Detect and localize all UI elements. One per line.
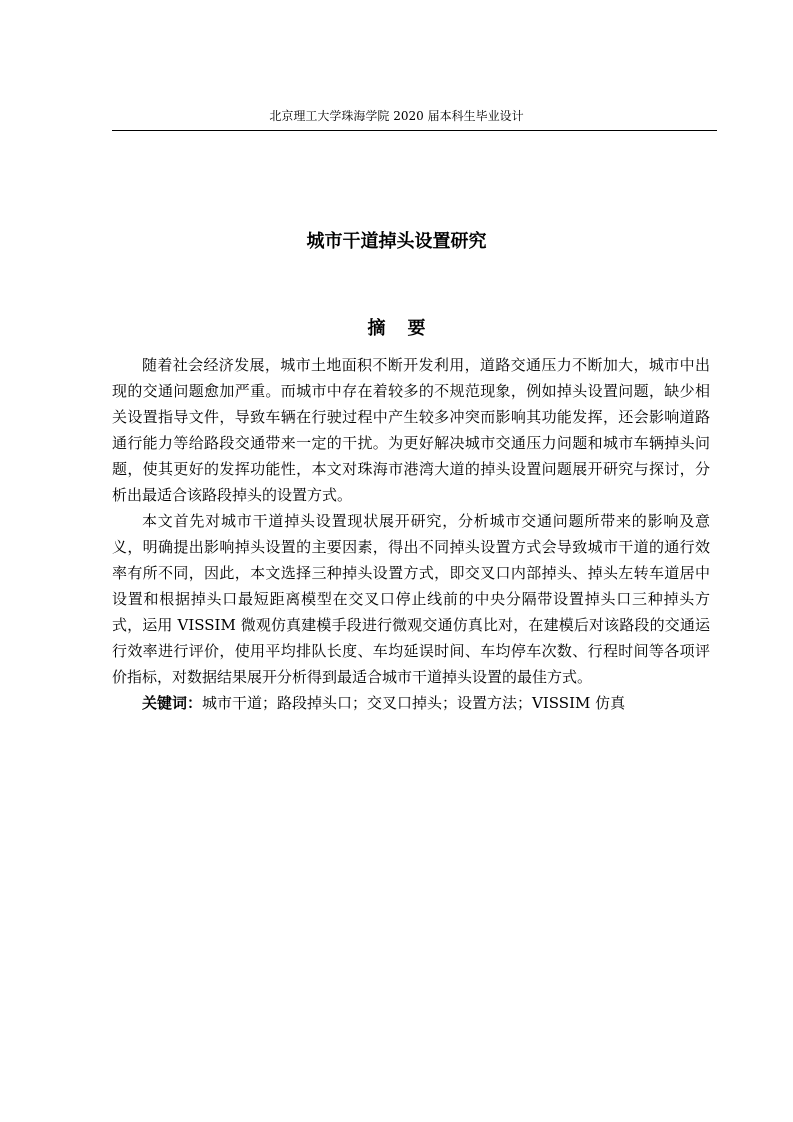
abstract-heading-char: 要	[407, 318, 426, 339]
abstract-paragraph: 本文首先对城市干道掉头设置现状展开研究，分析城市交通问题所带来的影响及意义，明确提出影响掉头设置的主要因素，得出不同掉头设置方式会导致城市干道的通行效率有所不同，因此，本文选择三种掉头设置方式，即交叉口内部掉头、掉头左转车道居中设置和根据掉头口最短距离模型在交叉口停止线前的中央分隔带设置掉头口三种掉头方式，运用 VISSIM 微观仿真建模手段进行微观交通仿真比对，在建模后对该路段的交通运行效率进行评价，使用平均排队长度、车均延误时间、车均停车次数、行程时间等各项评价指标，对数据结果展开分析得到最适合城市干道掉头设置的最佳方式。	[112, 512, 710, 686]
running-header: 北京理工大学珠海学院 2020 届本科生毕业设计	[269, 109, 524, 123]
abstract-heading-char: 摘	[367, 318, 386, 339]
keywords-text: 城市干道；路段掉头口；交叉口掉头；设置方法；VISSIM 仿真	[202, 694, 626, 712]
abstract-body	[112, 352, 710, 716]
keywords-line	[112, 690, 710, 716]
abstract-heading	[0, 317, 793, 341]
document-title: 城市干道掉头设置研究	[306, 231, 487, 252]
abstract-paragraph: 随着社会经济发展，城市土地面积不断开发利用，道路交通压力不断加大，城市中出现的交通问题愈加严重。而城市中存在着较多的不规范现象，例如掉头设置问题，缺少相关设置指导文件，导致车辆在行驶过程中产生较多冲突而影响其功能发挥，还会影响道路通行能力等给路段交通带来一定的干扰。为更好解决城市交通压力问题和城市车辆掉头问题，使其更好的发挥功能性，本文对珠海市港湾大道的掉头设置问题展开研究与探讨，分析出最适合该路段掉头的设置方式。	[112, 356, 710, 504]
keywords-label: 关键词：	[142, 694, 203, 712]
header-divider	[112, 130, 717, 131]
